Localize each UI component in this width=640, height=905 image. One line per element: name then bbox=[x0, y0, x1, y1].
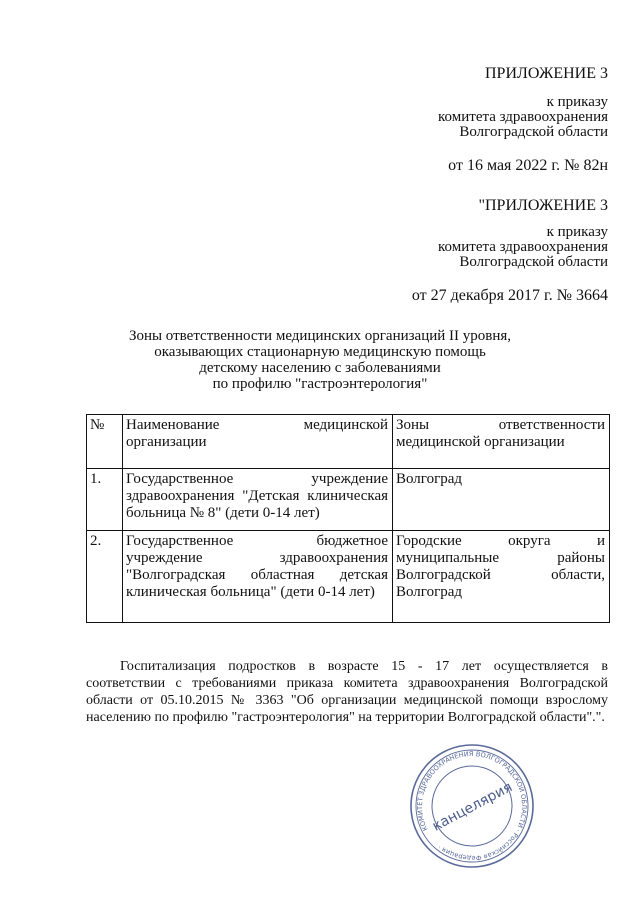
zones-table bbox=[86, 414, 610, 623]
order-date: от 16 мая 2022 г. № 82н bbox=[448, 157, 608, 174]
order-line-2: комитета здравоохранения bbox=[438, 109, 608, 125]
order-line-2: комитета здравоохранения bbox=[438, 239, 608, 255]
order-line-1: к приказу bbox=[546, 94, 608, 110]
title-line-2: оказывающих стационарную медицинскую помощь bbox=[154, 344, 486, 360]
row-name: Государственное учреждение здравоохранения "Детская клиническая больница № 8" (дети 0-14 лет) bbox=[123, 469, 393, 531]
row-zone: Городские округа и муниципальные районы Волгоградской области, Волгоград bbox=[393, 531, 610, 623]
order-date: от 27 декабря 2017 г. № 3664 bbox=[411, 287, 608, 304]
office-stamp bbox=[408, 742, 536, 870]
appendix-header-old bbox=[412, 198, 608, 303]
row-zone: Волгоград bbox=[393, 469, 610, 531]
stamp-ring-text: КОМИТЕТ ЗДРАВООХРАНЕНИЯ ВОЛГОГРАДСКОЙ ОБЛАСТИ · Российская Федерация · bbox=[415, 749, 529, 863]
appendix-label: ПРИЛОЖЕНИЕ 3 bbox=[484, 65, 608, 82]
table-row bbox=[87, 469, 610, 531]
order-line-1: к приказу bbox=[546, 224, 608, 240]
title-line-4: по профилю "гастроэнтерология" bbox=[212, 376, 428, 392]
document-title bbox=[0, 328, 640, 392]
order-line-3: Волгоградской области bbox=[459, 124, 608, 140]
title-line-3: детскому населению с заболеваниями bbox=[199, 360, 441, 376]
appendix-label: "ПРИЛОЖЕНИЕ 3 bbox=[478, 197, 608, 214]
header-name: Наименование медицинской организации bbox=[123, 415, 393, 469]
header-num: № bbox=[87, 415, 123, 469]
appendix-header-new bbox=[438, 66, 608, 173]
header-zone: Зоны ответственности медицинской организации bbox=[393, 415, 610, 469]
row-num: 2. bbox=[87, 531, 123, 623]
table-row bbox=[87, 531, 610, 623]
hospitalization-note bbox=[86, 658, 608, 726]
stamp-center-text: канцелярия bbox=[429, 779, 516, 835]
order-line-3: Волгоградской области bbox=[459, 254, 608, 270]
stamp-rings bbox=[408, 742, 536, 870]
note-text: Госпитализация подростков в возрасте 15 - 17 лет осуществляется в соответствии с требованиями приказа комитета здравоохранения Волгоградской области от 05.10.2015 № 3363 "Об организации медицинской помощи взрослому населению по профилю "гастроэнтерология" на территории Волгоградской области".". bbox=[86, 659, 608, 725]
title-line-1: Зоны ответственности медицинских организаций II уровня, bbox=[128, 328, 512, 344]
row-num: 1. bbox=[87, 469, 123, 531]
table-header-row bbox=[87, 415, 610, 469]
row-name: Государственное бюджетное учреждение здравоохранения "Волгоградская областная детская клиническая больница" (дети 0-14 лет) bbox=[123, 531, 393, 623]
